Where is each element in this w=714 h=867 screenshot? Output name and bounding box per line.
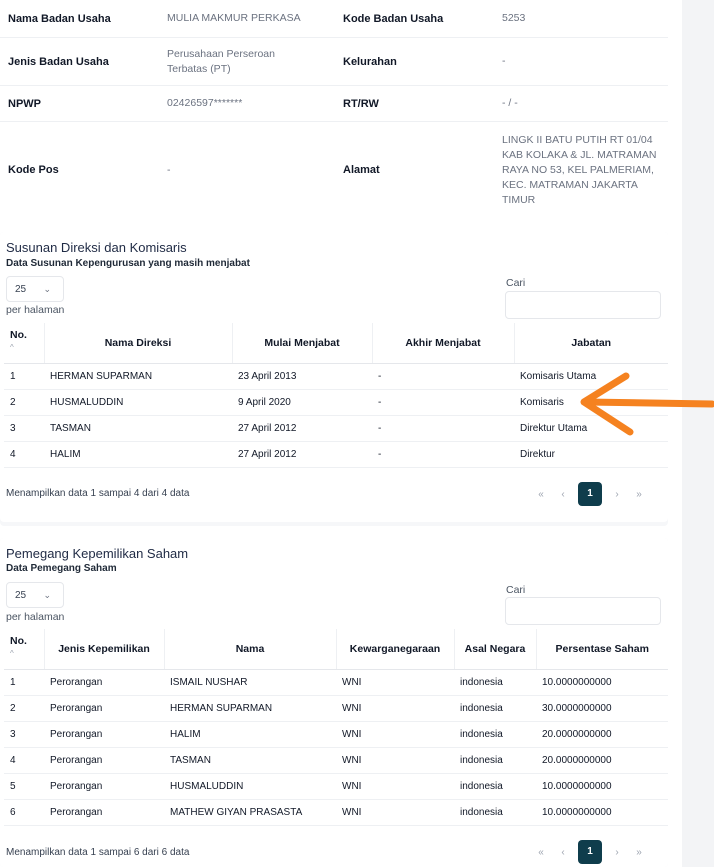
cell-jabatan: Direktur Utama [514, 415, 668, 441]
saham-table [4, 629, 668, 826]
info-row [0, 86, 668, 122]
col-header-nama[interactable]: Nama Direksi [44, 323, 232, 363]
cell-no: 3 [4, 721, 44, 747]
per-page-value: 25 [15, 283, 27, 295]
info-label: Jenis Badan Usaha [8, 55, 109, 68]
section-subtitle: Data Susunan Kepengurusan yang masih menjabat [6, 258, 250, 269]
col-header-persentase[interactable]: Persentase Saham [536, 629, 668, 669]
first-page-button[interactable]: « [538, 488, 544, 500]
info-value: - [167, 163, 171, 176]
col-header-jabatan[interactable]: Jabatan [514, 323, 668, 363]
cell-nama: HALIM [164, 721, 336, 747]
cell-jenis: Perorangan [44, 695, 164, 721]
cell-kewarganegaraan: WNI [336, 721, 454, 747]
col-header-asal-negara[interactable]: Asal Negara [454, 629, 536, 669]
last-page-button[interactable]: » [636, 846, 642, 858]
cell-akhir: - [372, 389, 514, 415]
next-page-button[interactable]: › [615, 846, 619, 858]
cell-persen: 20.0000000000 [536, 721, 668, 747]
cell-no: 5 [4, 773, 44, 799]
cell-jenis: Perorangan [44, 721, 164, 747]
cell-akhir: - [372, 363, 514, 389]
cell-persen: 10.0000000000 [536, 773, 668, 799]
section-title: Susunan Direksi dan Komisaris [6, 240, 187, 255]
cell-persen: 30.0000000000 [536, 695, 668, 721]
table-header-row [4, 629, 668, 669]
cell-asal: indonesia [454, 799, 536, 825]
cell-no: 4 [4, 441, 44, 467]
cell-no: 6 [4, 799, 44, 825]
cell-no: 3 [4, 415, 44, 441]
table-row [4, 695, 668, 721]
cell-asal: indonesia [454, 747, 536, 773]
cell-nama: TASMAN [44, 415, 232, 441]
search-input[interactable] [505, 597, 661, 625]
cell-persen: 20.0000000000 [536, 747, 668, 773]
col-header-nama[interactable]: Nama [164, 629, 336, 669]
section-title: Pemegang Kepemilikan Saham [6, 546, 189, 561]
company-info-table [0, 0, 668, 218]
info-row [0, 0, 668, 38]
per-page-select[interactable] [6, 276, 64, 302]
cell-persen: 10.0000000000 [536, 669, 668, 695]
info-label: Kelurahan [343, 55, 397, 68]
cell-mulai: 9 April 2020 [232, 389, 372, 415]
table-row [4, 721, 668, 747]
pagination [530, 482, 650, 506]
col-header-jenis[interactable]: Jenis Kepemilikan [44, 629, 164, 669]
prev-page-button[interactable]: ‹ [561, 846, 565, 858]
cell-mulai: 23 April 2013 [232, 363, 372, 389]
cell-nama: HERMAN SUPARMAN [164, 695, 336, 721]
col-header-akhir[interactable]: Akhir Menjabat [372, 323, 514, 363]
cell-persen: 10.0000000000 [536, 799, 668, 825]
cell-kewarganegaraan: WNI [336, 773, 454, 799]
table-info-text: Menampilkan data 1 sampai 6 dari 6 data [6, 847, 190, 858]
prev-page-button[interactable]: ‹ [561, 488, 565, 500]
cell-asal: indonesia [454, 721, 536, 747]
section-subtitle: Data Pemegang Saham [6, 563, 117, 574]
per-page-label: per halaman [6, 304, 65, 316]
cell-kewarganegaraan: WNI [336, 747, 454, 773]
chevron-down-icon: ⌄ [43, 284, 51, 294]
table-row [4, 669, 668, 695]
col-header-no[interactable]: No. ^ [4, 629, 44, 669]
per-page-value: 25 [15, 589, 27, 601]
cell-kewarganegaraan: WNI [336, 695, 454, 721]
cell-jenis: Perorangan [44, 747, 164, 773]
cell-no: 2 [4, 389, 44, 415]
cell-no: 2 [4, 695, 44, 721]
info-value: - / - [502, 97, 518, 109]
info-label: Kode Badan Usaha [343, 12, 444, 25]
table-row [4, 747, 668, 773]
cell-kewarganegaraan: WNI [336, 799, 454, 825]
table-row [4, 441, 668, 467]
cell-asal: indonesia [454, 773, 536, 799]
chevron-down-icon: ⌄ [43, 590, 51, 600]
cell-kewarganegaraan: WNI [336, 669, 454, 695]
next-page-button[interactable]: › [615, 488, 619, 500]
cell-asal: indonesia [454, 695, 536, 721]
cell-nama: TASMAN [164, 747, 336, 773]
page-1-button[interactable]: 1 [578, 482, 602, 506]
cell-jabatan: Komisaris [514, 389, 668, 415]
col-header-no[interactable]: No. ^ [4, 323, 44, 363]
table-row [4, 799, 668, 825]
sort-arrow-icon: ^ [10, 649, 14, 658]
sort-arrow-icon: ^ [10, 343, 14, 352]
page-1-button[interactable]: 1 [578, 840, 602, 864]
cell-no: 1 [4, 363, 44, 389]
col-header-mulai[interactable]: Mulai Menjabat [232, 323, 372, 363]
cell-jenis: Perorangan [44, 799, 164, 825]
cell-akhir: - [372, 441, 514, 467]
cell-jenis: Perorangan [44, 669, 164, 695]
info-label: Nama Badan Usaha [8, 12, 111, 25]
search-label: Cari [506, 584, 526, 596]
table-row [4, 773, 668, 799]
cell-mulai: 27 April 2012 [232, 441, 372, 467]
cell-nama: HUSMALUDDIN [44, 389, 232, 415]
info-row [0, 122, 668, 218]
info-value: 02426597******* [167, 97, 243, 109]
search-label: Cari [506, 277, 526, 289]
info-label: Kode Pos [8, 164, 59, 176]
info-label: RT/RW [343, 97, 379, 110]
per-page-select[interactable] [6, 582, 64, 608]
cell-nama: ISMAIL NUSHAR [164, 669, 336, 695]
cell-jabatan: Komisaris Utama [514, 363, 668, 389]
per-page-label: per halaman [6, 611, 65, 623]
cell-nama: HALIM [44, 441, 232, 467]
info-value: - [502, 55, 506, 67]
table-info-text: Menampilkan data 1 sampai 4 dari 4 data [6, 488, 190, 499]
info-value: Perusahaan Perseroan Terbatas (PT) [167, 47, 275, 75]
cell-nama: HUSMALUDDIN [164, 773, 336, 799]
cell-nama: MATHEW GIYAN PRASASTA [164, 799, 336, 825]
info-label: Alamat [343, 164, 380, 176]
info-value: LINGK II BATU PUTIH RT 01/04 KAB KOLAKA & JL. MATRAMAN RAYA NO 53, KEL PALMERIAM, KEC. MATRAMAN JAKARTA TIMUR [502, 133, 657, 206]
first-page-button[interactable]: « [538, 846, 544, 858]
arrow-annotation-icon [568, 366, 714, 438]
cell-no: 1 [4, 669, 44, 695]
last-page-button[interactable]: » [636, 488, 642, 500]
cell-no: 4 [4, 747, 44, 773]
table-header-row [4, 323, 668, 363]
info-value: MULIA MAKMUR PERKASA [167, 12, 301, 24]
info-value: 5253 [502, 12, 526, 24]
saham-section [0, 538, 668, 867]
cell-jabatan: Direktur [514, 441, 668, 467]
search-input[interactable] [505, 291, 661, 319]
cell-mulai: 27 April 2012 [232, 415, 372, 441]
cell-nama: HERMAN SUPARMAN [44, 363, 232, 389]
cell-asal: indonesia [454, 669, 536, 695]
info-label: NPWP [8, 97, 41, 110]
info-row [0, 38, 668, 86]
col-header-kewarganegaraan[interactable]: Kewarganegaraan [336, 629, 454, 669]
cell-akhir: - [372, 415, 514, 441]
pagination [530, 840, 650, 864]
cell-jenis: Perorangan [44, 773, 164, 799]
